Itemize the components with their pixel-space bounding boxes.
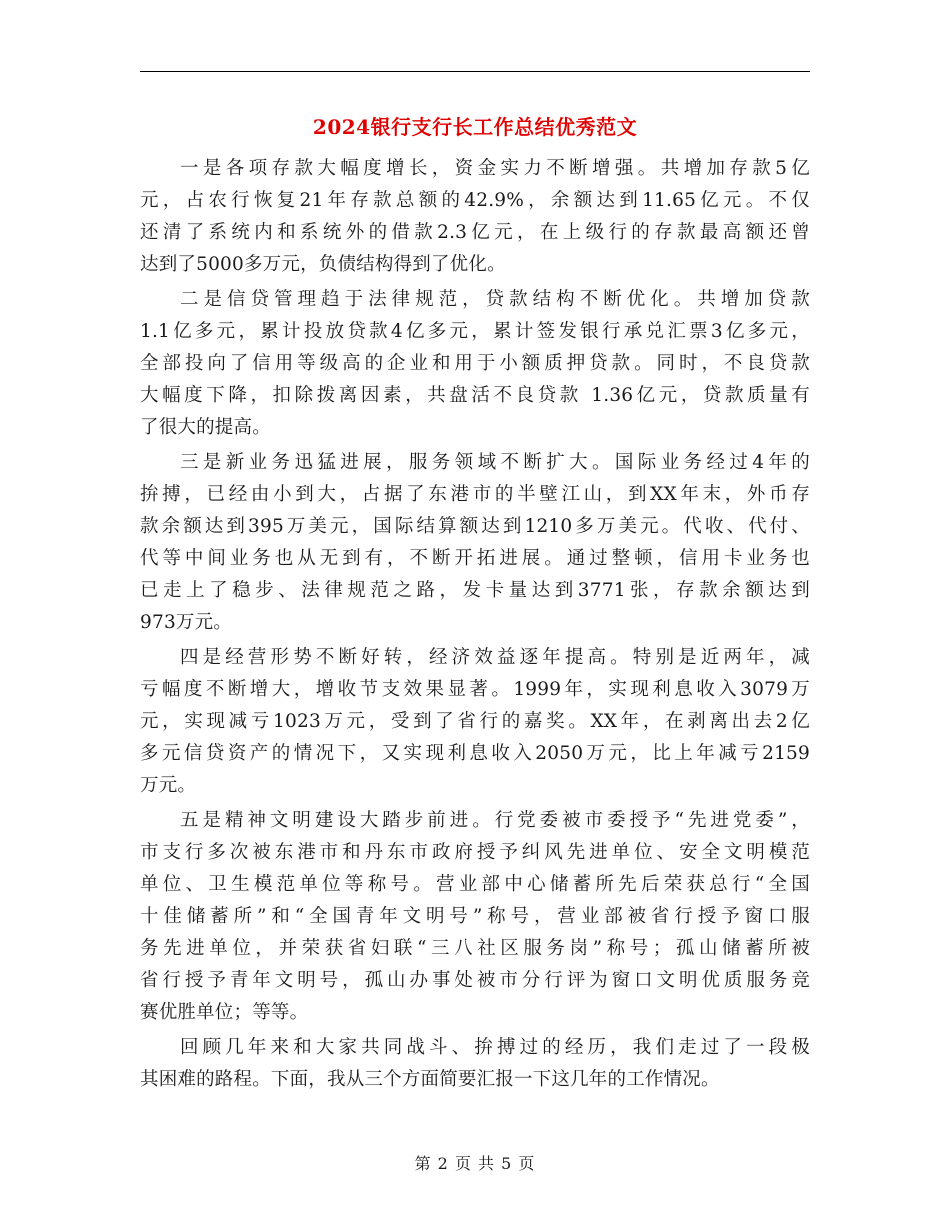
paragraph-line: 一是各项存款大幅度增长，资金实力不断增强。共增加存款5亿	[180, 158, 810, 179]
paragraph	[140, 642, 810, 802]
paragraph-line: 五是精神文明建设大踏步前进。行党委被市委授予“先进党委”，	[180, 810, 810, 831]
paragraph-line: 亏幅度不断增大，增收节支效果显著。1999年，实现利息收入3079万	[140, 679, 810, 700]
paragraph-line: 还清了系统内和系统外的借款2.3亿元，在上级行的存款最高额还曾	[140, 222, 810, 243]
paragraph-line: 回顾几年来和大家共同战斗、拚搏过的经历，我们走过了一段极	[180, 1037, 810, 1058]
paragraph-line: 了很大的提高。	[140, 417, 271, 438]
paragraph-line: 1.1亿多元，累计投放贷款4亿多元，累计签发银行承兑汇票3亿多元，	[140, 321, 810, 342]
paragraph	[140, 805, 810, 1029]
header-rule	[140, 71, 810, 72]
paragraph-line: 省行授予青年文明号，孤山办事处被市分行评为窗口文明优质服务竞	[140, 970, 810, 991]
paragraph	[140, 1032, 810, 1096]
paragraph-line: 单位、卫生模范单位等称号。营业部中心储蓄所先后荣获总行“全国	[140, 874, 810, 895]
paragraph-line: 多元信贷资产的情况下，又实现利息收入2050万元，比上年减亏2159	[140, 743, 810, 764]
paragraph-line: 代等中间业务也从无到有，不断开拓进展。通过整顿，信用卡业务也	[140, 548, 810, 569]
paragraph-line: 973万元。	[140, 612, 233, 633]
paragraph	[140, 153, 810, 281]
paragraph-line: 达到了5000多万元，负债结构得到了优化。	[140, 254, 506, 275]
paragraph-line: 四是经营形势不断好转，经济效益逐年提高。特别是近两年，减	[180, 647, 810, 668]
document-title: 2024银行支行长工作总结优秀范文	[312, 115, 638, 139]
paragraph-line: 拚搏，已经由小到大，占据了东港市的半壁江山，到XX年末，外币存	[140, 484, 810, 505]
paragraph-line: 赛优胜单位；等等。	[140, 1002, 309, 1023]
paragraph-line: 全部投向了信用等级高的企业和用于小额质押贷款。同时，不良贷款	[140, 353, 810, 374]
paragraph-line: 元，实现减亏1023万元，受到了省行的嘉奖。XX年，在剥离出去2亿	[140, 711, 810, 732]
paragraph-line: 元，占农行恢复21年存款总额的42.9%，余额达到11.65亿元。不仅	[140, 190, 810, 211]
paragraph-line: 款余额达到395万美元，国际结算额达到1210多万美元。代收、代付、	[140, 516, 810, 537]
paragraph-line: 万元。	[140, 775, 197, 796]
paragraph-line: 市支行多次被东港市和丹东市政府授予纠风先进单位、安全文明模范	[140, 842, 810, 863]
paragraph-line: 大幅度下降，扣除拨离因素，共盘活不良贷款 1.36亿元，贷款质量有	[140, 385, 810, 406]
page-number-footer: 第 2 页 共 5 页	[414, 1154, 536, 1173]
paragraph-line: 十佳储蓄所”和“全国青年文明号”称号，营业部被省行授予窗口服	[140, 906, 810, 927]
paragraph-line: 三是新业务迅猛进展，服务领域不断扩大。国际业务经过4年的	[180, 452, 810, 473]
paragraph-line: 二是信贷管理趋于法律规范，贷款结构不断优化。共增加贷款	[180, 289, 810, 310]
document-body	[140, 153, 810, 1099]
paragraph-line: 务先进单位，并荣获省妇联“三八社区服务岗”称号；孤山储蓄所被	[140, 938, 810, 959]
paragraph	[140, 284, 810, 444]
paragraph-line: 其困难的路程。下面，我从三个方面简要汇报一下这几年的工作情况。	[140, 1069, 720, 1090]
paragraph	[140, 447, 810, 639]
paragraph-line: 已走上了稳步、法律规范之路，发卡量达到3771张，存款余额达到	[140, 580, 810, 601]
